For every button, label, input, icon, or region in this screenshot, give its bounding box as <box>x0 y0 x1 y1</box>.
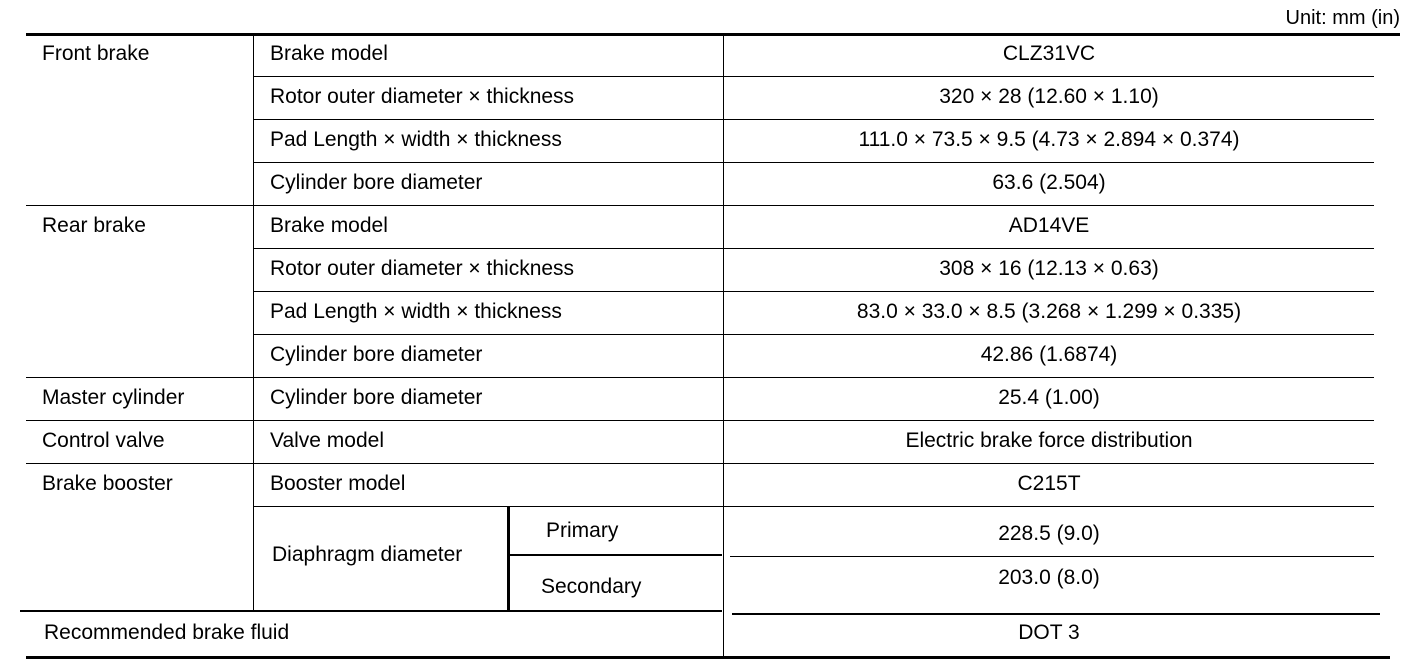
unit-label: Unit: mm (in) <box>1285 7 1400 29</box>
spec-item: Brake model <box>270 214 388 237</box>
group-divider <box>26 420 1374 421</box>
row-divider <box>254 76 1374 77</box>
group-master-cylinder: Master cylinder <box>42 386 185 409</box>
spec-item: Pad Length × width × thickness <box>270 300 562 323</box>
row-divider <box>254 119 1374 120</box>
spec-value: C215T <box>1017 472 1081 495</box>
row-divider <box>254 334 1374 335</box>
spec-item: Cylinder bore diameter <box>270 343 483 366</box>
diaphragm-label: Diaphragm diameter <box>272 543 463 566</box>
fluid-top-border <box>732 613 1380 615</box>
diaphragm-primary-label: Primary <box>546 519 619 542</box>
subrow-divider <box>508 554 722 556</box>
diaphragm-primary-value: 228.5 (9.0) <box>998 522 1100 545</box>
group-control-valve: Control valve <box>42 429 165 452</box>
spec-value: 63.6 (2.504) <box>992 171 1106 194</box>
row-divider <box>254 162 1374 163</box>
spec-value: 42.86 (1.6874) <box>980 343 1118 366</box>
group-divider <box>26 377 1374 378</box>
spec-item: Cylinder bore diameter <box>270 386 483 409</box>
spec-item: Pad Length × width × thickness <box>270 128 562 151</box>
fluid-top-border <box>20 610 722 612</box>
group-divider <box>26 205 1374 206</box>
group-front-brake: Front brake <box>42 42 150 65</box>
spec-item: Rotor outer diameter × thickness <box>270 257 575 280</box>
spec-item: Cylinder bore diameter <box>270 171 483 194</box>
group-brake-booster: Brake booster <box>42 472 173 495</box>
column-divider-1 <box>253 35 254 611</box>
row-divider <box>254 506 1374 507</box>
spec-item: Brake model <box>270 42 388 65</box>
spec-value: 83.0 × 33.0 × 8.5 (3.268 × 1.299 × 0.335) <box>856 300 1242 323</box>
diaphragm-secondary-label: Secondary <box>541 575 642 598</box>
spec-value: 111.0 × 73.5 × 9.5 (4.73 × 2.894 × 0.374) <box>858 128 1240 151</box>
spec-value: 25.4 (1.00) <box>998 386 1100 409</box>
group-rear-brake: Rear brake <box>42 214 146 237</box>
spec-value: 308 × 16 (12.13 × 0.63) <box>939 257 1159 280</box>
fluid-value: DOT 3 <box>1018 621 1080 644</box>
spec-value: CLZ31VC <box>1002 42 1096 65</box>
spec-item: Booster model <box>270 472 406 495</box>
diaphragm-secondary-value: 203.0 (8.0) <box>998 566 1100 589</box>
spec-value: 320 × 28 (12.60 × 1.10) <box>939 85 1159 108</box>
group-divider <box>26 463 1374 464</box>
spec-item: Valve model <box>270 429 385 452</box>
spec-item: Rotor outer diameter × thickness <box>270 85 575 108</box>
spec-value: Electric brake force distribution <box>905 429 1193 452</box>
subrow-divider <box>730 556 1374 557</box>
fluid-label: Recommended brake fluid <box>44 621 290 644</box>
spec-value: AD14VE <box>1008 214 1090 237</box>
table-bottom-border <box>26 656 1390 659</box>
row-divider <box>254 291 1374 292</box>
row-divider <box>254 248 1374 249</box>
diaphragm-subdivider <box>507 507 510 611</box>
table-top-border <box>26 33 1400 36</box>
